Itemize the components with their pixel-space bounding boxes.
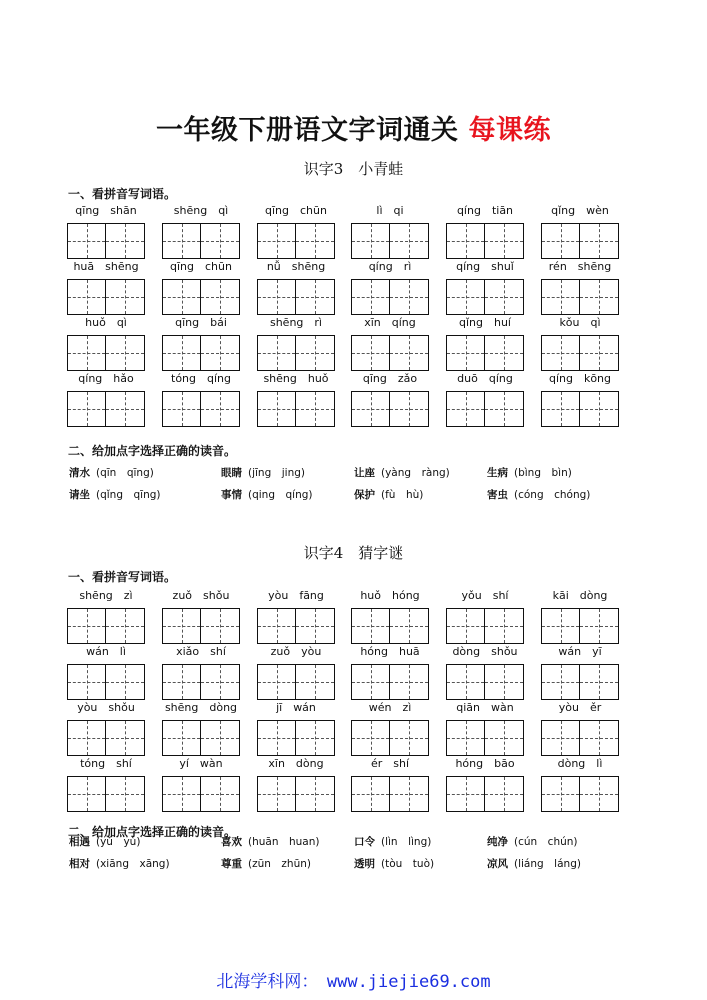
writing-box[interactable] bbox=[106, 391, 145, 427]
pinyin-label: shēng rì bbox=[269, 316, 322, 329]
tianzige-grid[interactable] bbox=[351, 776, 429, 812]
pinyin-label: kāi dòng bbox=[552, 589, 608, 602]
pinyin-writing-item bbox=[446, 701, 524, 756]
writing-box[interactable] bbox=[257, 391, 296, 427]
choice-options[interactable]: (bìng bìn) bbox=[514, 467, 572, 479]
choice-word: 纯净 bbox=[487, 836, 508, 848]
tianzige-grid[interactable] bbox=[541, 335, 619, 371]
tianzige-grid[interactable] bbox=[162, 776, 240, 812]
writing-box[interactable] bbox=[201, 664, 240, 700]
section-heading-pinyin: 一、看拼音写词语。 bbox=[68, 187, 177, 201]
writing-box[interactable] bbox=[106, 279, 145, 315]
writing-box[interactable] bbox=[201, 720, 240, 756]
pinyin-label: nǚ shēng bbox=[266, 260, 326, 273]
writing-box[interactable] bbox=[106, 223, 145, 259]
choice-options[interactable]: (lìn lìng) bbox=[381, 836, 432, 848]
tianzige-grid[interactable] bbox=[67, 335, 145, 371]
pinyin-writing-item bbox=[541, 316, 619, 371]
pinyin-label: duō qíng bbox=[457, 372, 513, 385]
writing-box[interactable] bbox=[485, 608, 524, 644]
pronunciation-choice bbox=[69, 834, 140, 849]
writing-box[interactable] bbox=[390, 776, 429, 812]
pronunciation-choice bbox=[487, 465, 572, 480]
pinyin-writing-item bbox=[257, 316, 335, 371]
writing-box[interactable] bbox=[541, 223, 580, 259]
pinyin-writing-item bbox=[162, 316, 240, 371]
tianzige-grid[interactable] bbox=[541, 776, 619, 812]
writing-box[interactable] bbox=[580, 223, 619, 259]
section-heading-pronunciation: 二、给加点字选择正确的读音。 bbox=[68, 825, 237, 839]
pinyin-label: yòu ěr bbox=[558, 701, 602, 714]
choice-word: 相对 bbox=[69, 858, 90, 870]
tianzige-grid[interactable] bbox=[67, 776, 145, 812]
writing-box[interactable] bbox=[67, 223, 106, 259]
choice-word: 尊重 bbox=[221, 858, 242, 870]
pronunciation-choice bbox=[354, 834, 431, 849]
pinyin-label: dòng lì bbox=[557, 757, 603, 770]
pinyin-writing-item bbox=[351, 645, 429, 700]
tianzige-grid[interactable] bbox=[67, 608, 145, 644]
lesson-title: 识字4 猜字谜 bbox=[303, 544, 404, 562]
tianzige-grid[interactable] bbox=[162, 720, 240, 756]
pinyin-writing-item bbox=[446, 372, 524, 427]
pinyin-writing-item bbox=[541, 701, 619, 756]
choice-options[interactable]: (cóng chóng) bbox=[514, 489, 591, 501]
tianzige-grid[interactable] bbox=[257, 664, 335, 700]
tianzige-grid[interactable] bbox=[541, 608, 619, 644]
pinyin-writing-item bbox=[67, 645, 145, 700]
writing-box[interactable] bbox=[162, 223, 201, 259]
pinyin-label: qǐng wèn bbox=[551, 204, 609, 217]
tianzige-grid[interactable] bbox=[351, 223, 429, 259]
choice-word: 请坐 bbox=[69, 489, 90, 501]
writing-box[interactable] bbox=[162, 279, 201, 315]
tianzige-grid[interactable] bbox=[446, 720, 524, 756]
pronunciation-choice bbox=[69, 487, 161, 502]
writing-box[interactable] bbox=[106, 776, 145, 812]
tianzige-grid[interactable] bbox=[446, 391, 524, 427]
pinyin-writing-item bbox=[162, 372, 240, 427]
pronunciation-choice bbox=[221, 834, 320, 849]
choice-word: 口令 bbox=[354, 836, 375, 848]
writing-box[interactable] bbox=[162, 391, 201, 427]
pinyin-label: qíng kōng bbox=[548, 372, 612, 385]
writing-box[interactable] bbox=[580, 776, 619, 812]
writing-box[interactable] bbox=[67, 335, 106, 371]
tianzige-grid[interactable] bbox=[351, 720, 429, 756]
title-highlight: 每课练 bbox=[468, 115, 551, 146]
writing-box[interactable] bbox=[67, 720, 106, 756]
writing-box[interactable] bbox=[296, 391, 335, 427]
pinyin-writing-item bbox=[351, 589, 429, 644]
pinyin-label: shēng qì bbox=[173, 204, 229, 217]
pinyin-label: qīng shān bbox=[75, 204, 137, 217]
tianzige-grid[interactable] bbox=[541, 279, 619, 315]
pinyin-writing-item bbox=[351, 372, 429, 427]
pinyin-writing-item bbox=[162, 757, 240, 812]
pinyin-writing-item bbox=[541, 589, 619, 644]
writing-box[interactable] bbox=[296, 608, 335, 644]
tianzige-grid[interactable] bbox=[162, 608, 240, 644]
writing-box[interactable] bbox=[257, 279, 296, 315]
tianzige-grid[interactable] bbox=[351, 391, 429, 427]
writing-box[interactable] bbox=[541, 391, 580, 427]
pinyin-writing-item bbox=[446, 757, 524, 812]
tianzige-grid[interactable] bbox=[541, 391, 619, 427]
pinyin-writing-item bbox=[257, 757, 335, 812]
pinyin-label: wán yī bbox=[558, 645, 602, 658]
writing-box[interactable] bbox=[390, 223, 429, 259]
tianzige-grid[interactable] bbox=[446, 223, 524, 259]
tianzige-grid[interactable] bbox=[446, 608, 524, 644]
writing-box[interactable] bbox=[580, 335, 619, 371]
writing-box[interactable] bbox=[201, 223, 240, 259]
writing-box[interactable] bbox=[106, 335, 145, 371]
writing-box[interactable] bbox=[106, 720, 145, 756]
pinyin-writing-item bbox=[541, 372, 619, 427]
writing-box[interactable] bbox=[201, 335, 240, 371]
writing-box[interactable] bbox=[162, 608, 201, 644]
pinyin-writing-item bbox=[541, 645, 619, 700]
pinyin-label: yǒu shí bbox=[461, 589, 509, 602]
writing-box[interactable] bbox=[257, 776, 296, 812]
pinyin-label: qíng tiān bbox=[456, 204, 514, 217]
tianzige-grid[interactable] bbox=[67, 279, 145, 315]
writing-box[interactable] bbox=[485, 776, 524, 812]
pinyin-label: qiān wàn bbox=[456, 701, 514, 714]
pinyin-label: xīn dòng bbox=[268, 757, 324, 770]
tianzige-grid[interactable] bbox=[351, 279, 429, 315]
pinyin-writing-item bbox=[257, 372, 335, 427]
pinyin-writing-item bbox=[541, 260, 619, 315]
choice-options[interactable]: (yǔ yù) bbox=[96, 836, 141, 848]
pinyin-writing-item bbox=[162, 701, 240, 756]
writing-box[interactable] bbox=[390, 335, 429, 371]
writing-box[interactable] bbox=[296, 279, 335, 315]
writing-box[interactable] bbox=[257, 664, 296, 700]
writing-box[interactable] bbox=[67, 391, 106, 427]
writing-box[interactable] bbox=[390, 720, 429, 756]
pinyin-label: qíng shuǐ bbox=[456, 260, 514, 273]
choice-word: 害虫 bbox=[487, 489, 508, 501]
pinyin-label: wén zì bbox=[368, 701, 412, 714]
tianzige-grid[interactable] bbox=[257, 720, 335, 756]
tianzige-grid[interactable] bbox=[67, 391, 145, 427]
tianzige-grid[interactable] bbox=[67, 664, 145, 700]
pinyin-label: yòu shǒu bbox=[77, 701, 135, 714]
title-main: 一年级下册语文字词通关 bbox=[156, 115, 459, 146]
pinyin-label: zuǒ shǒu bbox=[172, 589, 230, 602]
choice-word: 生病 bbox=[487, 467, 508, 479]
tianzige-grid[interactable] bbox=[351, 608, 429, 644]
pinyin-writing-item bbox=[351, 316, 429, 371]
choice-word: 眼睛 bbox=[221, 467, 242, 479]
choice-word: 透明 bbox=[354, 858, 375, 870]
pinyin-writing-item bbox=[541, 757, 619, 812]
writing-box[interactable] bbox=[485, 335, 524, 371]
pinyin-label: yòu fāng bbox=[268, 589, 324, 602]
writing-box[interactable] bbox=[351, 608, 390, 644]
pinyin-label: qīng chūn bbox=[265, 204, 327, 217]
pinyin-writing-item bbox=[351, 260, 429, 315]
pinyin-label: xīn qíng bbox=[364, 316, 416, 329]
choice-options[interactable]: (zūn zhūn) bbox=[248, 858, 311, 870]
writing-box[interactable] bbox=[390, 279, 429, 315]
pinyin-label: dòng shǒu bbox=[452, 645, 518, 658]
footer-website[interactable]: 北海学科网： www.jiejie69.com bbox=[216, 972, 491, 992]
pronunciation-choice bbox=[69, 465, 154, 480]
tianzige-grid[interactable] bbox=[162, 223, 240, 259]
writing-box[interactable] bbox=[201, 391, 240, 427]
tianzige-grid[interactable] bbox=[67, 223, 145, 259]
pinyin-label: ér shí bbox=[370, 757, 410, 770]
writing-box[interactable] bbox=[485, 279, 524, 315]
writing-box[interactable] bbox=[446, 223, 485, 259]
writing-box[interactable] bbox=[162, 720, 201, 756]
pinyin-writing-item bbox=[446, 260, 524, 315]
tianzige-grid[interactable] bbox=[446, 279, 524, 315]
writing-box[interactable] bbox=[446, 664, 485, 700]
pinyin-writing-item bbox=[541, 204, 619, 259]
pronunciation-choice bbox=[221, 465, 305, 480]
writing-box[interactable] bbox=[201, 608, 240, 644]
choice-options[interactable]: (yàng ràng) bbox=[381, 467, 450, 479]
choice-options[interactable]: (tòu tuò) bbox=[381, 858, 435, 870]
writing-box[interactable] bbox=[446, 608, 485, 644]
writing-box[interactable] bbox=[162, 664, 201, 700]
choice-word: 凉风 bbox=[487, 858, 508, 870]
pinyin-label: wán lì bbox=[86, 645, 126, 658]
pinyin-writing-item bbox=[257, 204, 335, 259]
writing-box[interactable] bbox=[162, 335, 201, 371]
pinyin-writing-item bbox=[67, 589, 145, 644]
writing-box[interactable] bbox=[446, 335, 485, 371]
pinyin-label: huǒ qì bbox=[85, 316, 127, 329]
pinyin-writing-item bbox=[446, 204, 524, 259]
pinyin-label: huā shēng bbox=[73, 260, 139, 273]
writing-box[interactable] bbox=[201, 279, 240, 315]
choice-options[interactable]: (qǐng qīng) bbox=[96, 489, 161, 501]
pinyin-writing-item bbox=[162, 645, 240, 700]
pinyin-label: shēng zì bbox=[79, 589, 133, 602]
writing-box[interactable] bbox=[162, 776, 201, 812]
pronunciation-choice bbox=[354, 465, 450, 480]
pronunciation-choice bbox=[69, 856, 170, 871]
choice-word: 让座 bbox=[354, 467, 375, 479]
pinyin-label: qīng chūn bbox=[170, 260, 232, 273]
writing-box[interactable] bbox=[446, 279, 485, 315]
tianzige-grid[interactable] bbox=[446, 335, 524, 371]
tianzige-grid[interactable] bbox=[541, 664, 619, 700]
pinyin-writing-item bbox=[67, 204, 145, 259]
pinyin-label: tóng qíng bbox=[171, 372, 231, 385]
pronunciation-choice bbox=[487, 856, 581, 871]
choice-options[interactable]: (fù hù) bbox=[381, 489, 424, 501]
pinyin-writing-item bbox=[351, 701, 429, 756]
pinyin-label: huǒ hóng bbox=[360, 589, 420, 602]
pinyin-writing-item bbox=[446, 645, 524, 700]
pinyin-label: hóng bāo bbox=[455, 757, 515, 770]
choice-options[interactable]: (huān huan) bbox=[248, 836, 320, 848]
writing-box[interactable] bbox=[257, 608, 296, 644]
pinyin-writing-item bbox=[257, 589, 335, 644]
page-title bbox=[0, 108, 707, 147]
pinyin-label: lì qi bbox=[376, 204, 404, 217]
writing-box[interactable] bbox=[67, 776, 106, 812]
pinyin-writing-item bbox=[67, 757, 145, 812]
pinyin-writing-item bbox=[67, 260, 145, 315]
pinyin-writing-item bbox=[446, 316, 524, 371]
pronunciation-choice bbox=[221, 856, 311, 871]
writing-box[interactable] bbox=[541, 335, 580, 371]
writing-box[interactable] bbox=[541, 279, 580, 315]
writing-box[interactable] bbox=[351, 335, 390, 371]
writing-box[interactable] bbox=[106, 664, 145, 700]
pinyin-writing-item bbox=[351, 757, 429, 812]
pronunciation-choice bbox=[221, 487, 313, 502]
writing-box[interactable] bbox=[541, 776, 580, 812]
pinyin-writing-item bbox=[67, 316, 145, 371]
writing-box[interactable] bbox=[446, 391, 485, 427]
writing-box[interactable] bbox=[485, 664, 524, 700]
writing-box[interactable] bbox=[296, 720, 335, 756]
writing-box[interactable] bbox=[541, 608, 580, 644]
pinyin-writing-item bbox=[162, 260, 240, 315]
pinyin-label: tóng shí bbox=[80, 757, 132, 770]
section-heading-pinyin: 一、看拼音写词语。 bbox=[68, 570, 177, 584]
tianzige-grid[interactable] bbox=[541, 223, 619, 259]
tianzige-grid[interactable] bbox=[257, 279, 335, 315]
choice-word: 事情 bbox=[221, 489, 242, 501]
tianzige-grid[interactable] bbox=[446, 664, 524, 700]
writing-box[interactable] bbox=[351, 279, 390, 315]
writing-box[interactable] bbox=[580, 608, 619, 644]
writing-box[interactable] bbox=[67, 608, 106, 644]
pinyin-label: hóng huā bbox=[360, 645, 420, 658]
writing-box[interactable] bbox=[351, 664, 390, 700]
tianzige-grid[interactable] bbox=[257, 335, 335, 371]
writing-box[interactable] bbox=[541, 720, 580, 756]
tianzige-grid[interactable] bbox=[257, 776, 335, 812]
pinyin-label: qǐng huí bbox=[459, 316, 511, 329]
writing-box[interactable] bbox=[351, 720, 390, 756]
pinyin-label: qīng zǎo bbox=[362, 372, 418, 385]
choice-word: 相遇 bbox=[69, 836, 90, 848]
tianzige-grid[interactable] bbox=[351, 335, 429, 371]
pinyin-label: xiǎo shí bbox=[176, 645, 226, 658]
tianzige-grid[interactable] bbox=[162, 664, 240, 700]
writing-box[interactable] bbox=[446, 776, 485, 812]
pinyin-label: jī wán bbox=[276, 701, 316, 714]
choice-word: 喜欢 bbox=[221, 836, 242, 848]
writing-box[interactable] bbox=[257, 335, 296, 371]
pinyin-writing-item bbox=[257, 645, 335, 700]
writing-box[interactable] bbox=[351, 391, 390, 427]
writing-box[interactable] bbox=[67, 664, 106, 700]
pinyin-writing-item bbox=[67, 372, 145, 427]
writing-box[interactable] bbox=[257, 223, 296, 259]
choice-options[interactable]: (liáng láng) bbox=[514, 858, 581, 870]
writing-box[interactable] bbox=[580, 720, 619, 756]
tianzige-grid[interactable] bbox=[162, 391, 240, 427]
tianzige-grid[interactable] bbox=[162, 279, 240, 315]
writing-box[interactable] bbox=[541, 664, 580, 700]
tianzige-grid[interactable] bbox=[541, 720, 619, 756]
writing-box[interactable] bbox=[580, 664, 619, 700]
writing-box[interactable] bbox=[485, 391, 524, 427]
pinyin-label: qīng bái bbox=[175, 316, 227, 329]
pinyin-writing-item bbox=[67, 701, 145, 756]
choice-options[interactable]: (xiāng xāng) bbox=[96, 858, 170, 870]
choice-options[interactable]: (cún chún) bbox=[514, 836, 578, 848]
pinyin-label: qíng hǎo bbox=[78, 372, 134, 385]
choice-options[interactable]: (qīn qīng) bbox=[96, 467, 154, 479]
writing-box[interactable] bbox=[390, 664, 429, 700]
pinyin-label: qíng rì bbox=[368, 260, 412, 273]
writing-box[interactable] bbox=[106, 608, 145, 644]
choice-word: 保护 bbox=[354, 489, 375, 501]
writing-box[interactable] bbox=[580, 391, 619, 427]
tianzige-grid[interactable] bbox=[162, 335, 240, 371]
writing-box[interactable] bbox=[485, 720, 524, 756]
choice-options[interactable]: (jīng jing) bbox=[248, 467, 306, 479]
pinyin-writing-item bbox=[257, 260, 335, 315]
writing-box[interactable] bbox=[351, 776, 390, 812]
pinyin-label: shēng huǒ bbox=[263, 372, 329, 385]
section-heading-pronunciation: 二、给加点字选择正确的读音。 bbox=[68, 444, 237, 458]
pronunciation-choice bbox=[487, 834, 578, 849]
pinyin-label: zuǒ yòu bbox=[270, 645, 322, 658]
writing-box[interactable] bbox=[67, 279, 106, 315]
writing-box[interactable] bbox=[296, 335, 335, 371]
writing-box[interactable] bbox=[296, 776, 335, 812]
choice-options[interactable]: (qing qíng) bbox=[248, 489, 313, 501]
writing-box[interactable] bbox=[446, 720, 485, 756]
tianzige-grid[interactable] bbox=[351, 664, 429, 700]
tianzige-grid[interactable] bbox=[257, 608, 335, 644]
tianzige-grid[interactable] bbox=[67, 720, 145, 756]
pinyin-writing-item bbox=[351, 204, 429, 259]
pronunciation-choice bbox=[487, 487, 590, 502]
pinyin-writing-item bbox=[446, 589, 524, 644]
writing-box[interactable] bbox=[257, 720, 296, 756]
pinyin-writing-item bbox=[162, 204, 240, 259]
pronunciation-choice bbox=[354, 856, 434, 871]
writing-box[interactable] bbox=[390, 608, 429, 644]
tianzige-grid[interactable] bbox=[257, 223, 335, 259]
writing-box[interactable] bbox=[351, 223, 390, 259]
pinyin-label: kǒu qì bbox=[559, 316, 601, 329]
writing-box[interactable] bbox=[296, 664, 335, 700]
writing-box[interactable] bbox=[390, 391, 429, 427]
writing-box[interactable] bbox=[580, 279, 619, 315]
pronunciation-choice bbox=[354, 487, 423, 502]
writing-box[interactable] bbox=[201, 776, 240, 812]
pinyin-writing-item bbox=[162, 589, 240, 644]
tianzige-grid[interactable] bbox=[446, 776, 524, 812]
pinyin-writing-item bbox=[257, 701, 335, 756]
pinyin-label: shēng dòng bbox=[164, 701, 238, 714]
pinyin-label: rén shēng bbox=[548, 260, 612, 273]
choice-word: 清水 bbox=[69, 467, 90, 479]
writing-box[interactable] bbox=[485, 223, 524, 259]
writing-box[interactable] bbox=[296, 223, 335, 259]
lesson-title: 识字3 小青蛙 bbox=[303, 160, 404, 178]
tianzige-grid[interactable] bbox=[257, 391, 335, 427]
pinyin-label: yí wàn bbox=[179, 757, 223, 770]
